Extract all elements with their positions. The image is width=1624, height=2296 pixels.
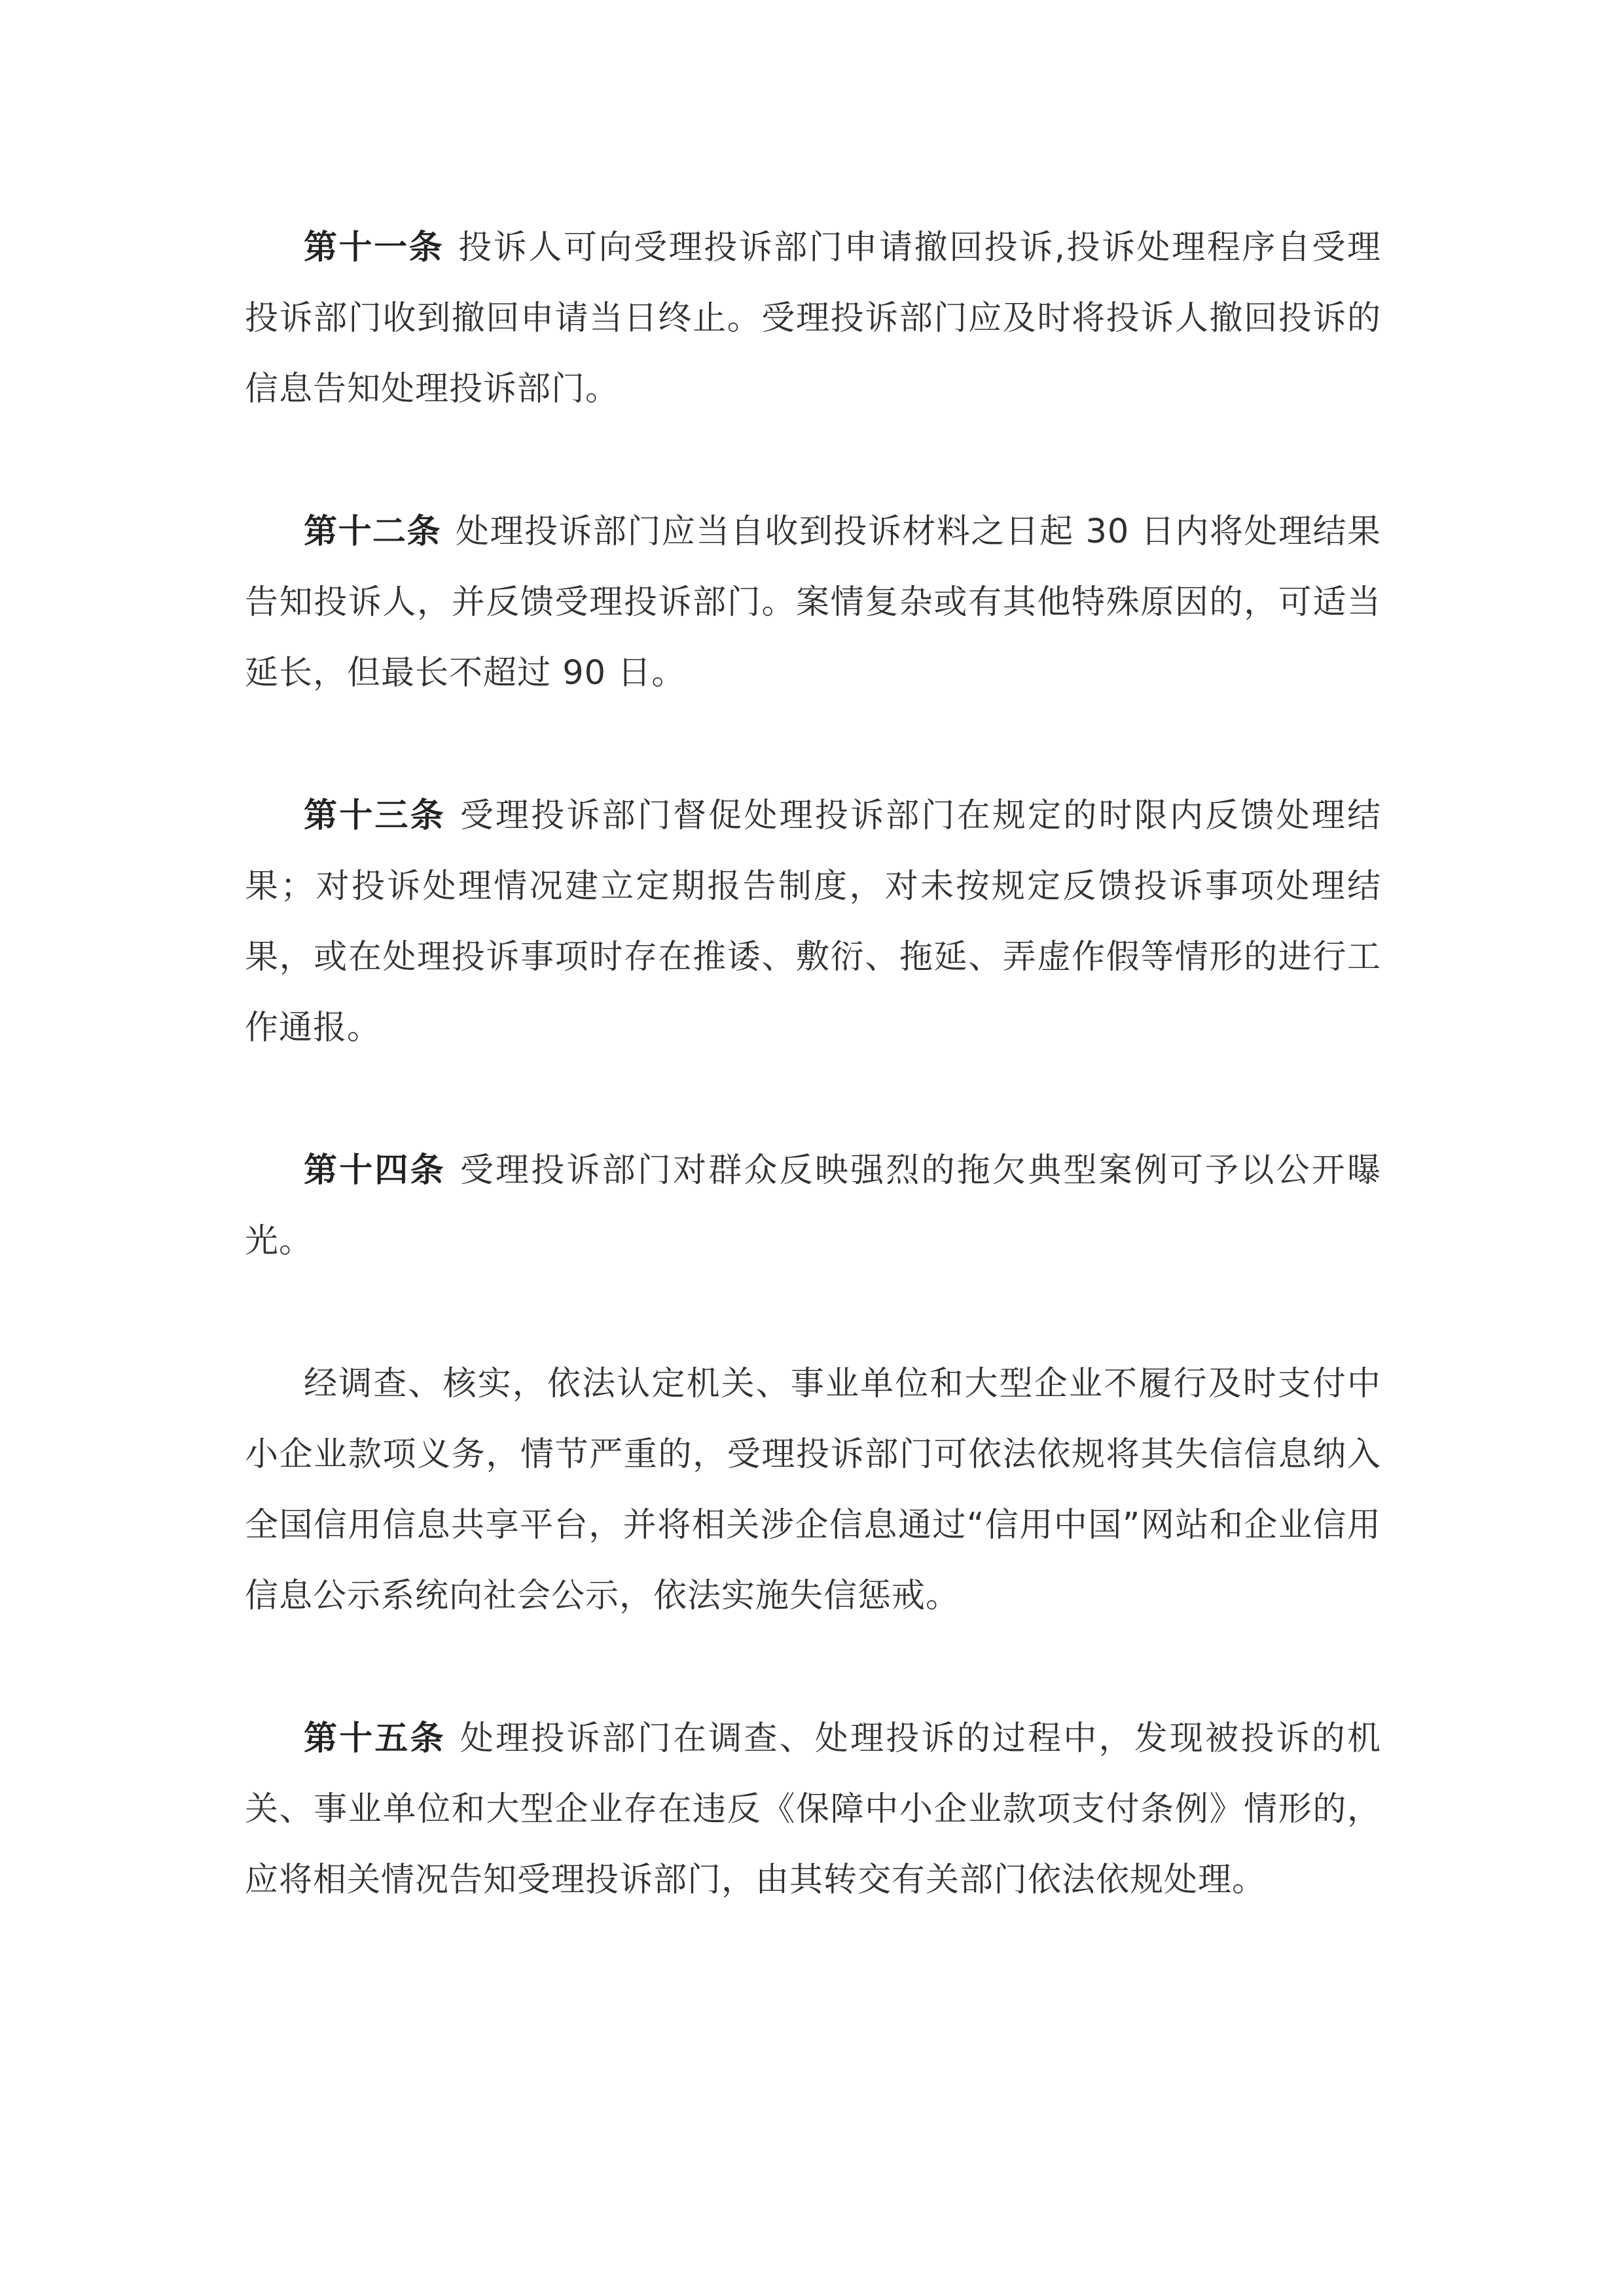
article-15-paragraph [245, 1704, 1381, 1916]
article-13-text: 受理投诉部门督促处理投诉部门在规定的时限内反馈处理结果；对投诉处理情况建立定期报告制度，对未按规定反馈投诉事项处理结果，或在处理投诉事项时存在推诿、敷衍、拖延、弄虚作假等情形的进行工作通报。 [245, 797, 1381, 1047]
article-14-text: 受理投诉部门对群众反映强烈的拖欠典型案例可予以公开曝光。 [245, 1151, 1381, 1261]
article-12-text: 处理投诉部门应当自收到投诉材料之日起 30 日内将处理结果告知投诉人，并反馈受理投诉部门。案情复杂或有其他特殊原因的，可适当延长，但最长不超过 90 日。 [245, 512, 1381, 692]
article-13-paragraph [245, 781, 1381, 1064]
article-12-heading: 第十二条 [304, 512, 441, 551]
article-14-paragraph [245, 1136, 1381, 1277]
article-13-heading: 第十三条 [304, 797, 446, 835]
article-14-heading: 第十四条 [304, 1151, 446, 1190]
document-body [245, 213, 1381, 1916]
article-11-text: 投诉人可向受理投诉部门申请撤回投诉,投诉处理程序自受理投诉部门收到撤回申请当日终止。受理投诉部门应及时将投诉人撤回投诉的信息告知处理投诉部门。 [245, 228, 1381, 408]
article-11-paragraph [245, 213, 1381, 425]
article-14-continuation-paragraph [245, 1349, 1381, 1632]
article-14-continuation-text: 经调查、核实，依法认定机关、事业单位和大型企业不履行及时支付中小企业款项义务，情节严重的，受理投诉部门可依法依规将其失信信息纳入全国信用信息共享平台，并将相关涉企信息通过“信用中国”网站和企业信用信息公示系统向社会公示，依法实施失信惩戒。 [245, 1365, 1381, 1615]
article-12-paragraph [245, 497, 1381, 709]
article-11-heading: 第十一条 [304, 228, 444, 267]
article-15-heading: 第十五条 [304, 1719, 446, 1758]
article-15-text: 处理投诉部门在调查、处理投诉的过程中，发现被投诉的机关、事业单位和大型企业存在违反《保障中小企业款项支付条例》情形的，应将相关情况告知受理投诉部门，由其转交有关部门依法依规处理。 [245, 1719, 1381, 1899]
